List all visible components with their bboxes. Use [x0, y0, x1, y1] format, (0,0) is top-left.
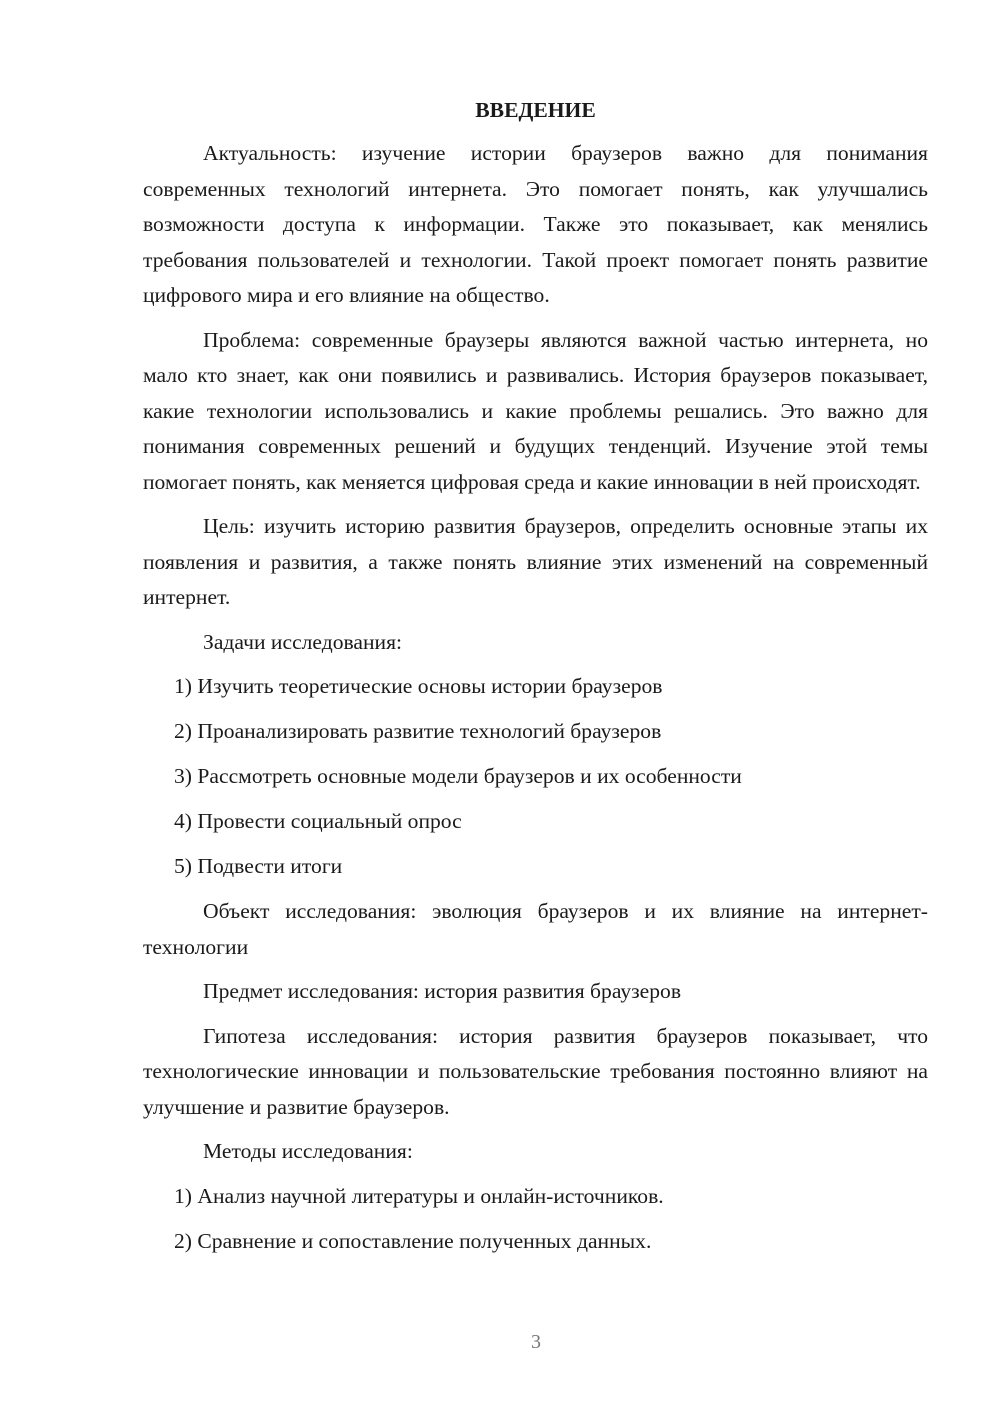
list-item: 1) Изучить теоретические основы истории браузеров — [174, 674, 663, 698]
list-item: 2) Сравнение и сопоставление полученных данных. — [174, 1228, 652, 1253]
list-item: 4) Провести социальный опрос — [174, 809, 462, 833]
list-item: 2) Проанализировать развитие технологий браузеров — [174, 719, 662, 743]
tasks-list — [143, 669, 928, 885]
page-number: 3 — [531, 1331, 541, 1353]
section-title: ВВЕДЕНИЕ — [475, 98, 596, 122]
methods-list — [143, 1179, 928, 1260]
object-paragraph: Объект исследования: эволюция браузеров и их влияние на интернет-технологии — [143, 899, 928, 959]
list-item: 1) Анализ научной литературы и онлайн-источников. — [174, 1183, 664, 1208]
hypothesis-paragraph: Гипотеза исследования: история развития браузеров показывает, что технологические инновации и пользовательские требования постоянно влияют на улучшение и развитие браузеров. — [143, 1023, 928, 1119]
tasks-heading: Задачи исследования: — [203, 629, 403, 654]
subject-paragraph: Предмет исследования: история развития браузеров — [203, 979, 682, 1003]
methods-heading: Методы исследования: — [203, 1139, 413, 1163]
list-item: 3) Рассмотреть основные модели браузеров и их особенности — [174, 764, 742, 788]
list-item: 5) Подвести итоги — [174, 854, 343, 878]
goal-paragraph: Цель: изучить историю развития браузеров, определить основные этапы их появления и развития, а также понять влияние этих изменений на современный интернет. — [143, 514, 928, 609]
document-page — [143, 94, 928, 1269]
relevance-paragraph: Актуальность: изучение истории браузеров важно для понимания современных технологий интернета. Это помогает понять, как улучшались возможности доступа к информации. Также это показывает, как менялись требования пользователей и технологии. Такой проект помогает понять развитие цифрового мира и его влияние на общество. — [143, 141, 928, 307]
problem-paragraph: Проблема: современные браузеры являются важной частью интернета, но мало кто знает, как они появились и развивались. История браузеров показывает, какие технологии использовались и какие проблемы решались. Это важно для понимания современных решений и будущих тенденций. Изучение этой темы помогает понять, как меняется цифровая среда и какие инновации в ней происходят. — [143, 327, 928, 494]
